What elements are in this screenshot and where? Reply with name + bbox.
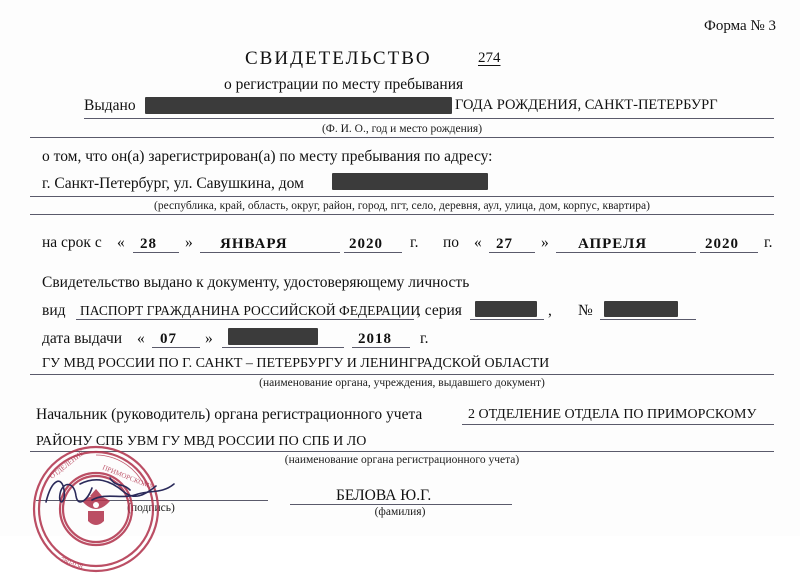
signature-hint: (подпись) <box>127 502 175 514</box>
handwritten-signature <box>40 470 180 512</box>
identity-type-underline <box>76 319 414 320</box>
issued-label: Выдано <box>84 97 136 114</box>
page-subtitle: о регистрации по месту пребывания <box>224 76 464 93</box>
chief-org-line1: 2 ОТДЕЛЕНИЕ ОТДЕЛА ПО ПРИМОРСКОМУ <box>468 407 757 422</box>
svg-text:ПРИМОРСКОМУ: ПРИМОРСКОМУ <box>101 463 155 492</box>
term-from-day: 28 <box>140 236 157 252</box>
chief-org-hint: (наименование органа регистрационного учета) <box>284 454 520 466</box>
form-number: Форма № 3 <box>704 18 776 34</box>
svg-text:780-038: 780-038 <box>59 555 84 571</box>
address-hint: (республика, край, область, округ, район, город, пгт, село, деревня, аул, улица, дом, корпус, квартира) <box>154 200 650 212</box>
address-intro: о том, что он(а) зарегистрирован(а) по месту пребывания по адресу: <box>42 148 493 165</box>
term-to-year: 2020 <box>705 236 739 252</box>
identity-date-quote-open: « <box>137 330 145 347</box>
chief-org-line2: РАЙОНУ СПБ УВМ ГУ МВД РОССИИ ПО СПБ И ЛО <box>36 434 367 449</box>
redacted-name <box>145 97 452 114</box>
term-from-quote-open: « <box>117 234 125 251</box>
identity-type-label: вид <box>42 302 66 319</box>
identity-authority-hint: (наименование органа, учреждения, выдавшего документ) <box>259 377 545 389</box>
identity-date-month-underline <box>222 347 344 348</box>
term-to-quote-close: » <box>541 234 549 251</box>
identity-type-value: ПАСПОРТ ГРАЖДАНИНА РОССИЙСКОЙ ФЕДЕРАЦИИ <box>80 303 421 318</box>
chief-org-underline-1 <box>462 424 774 425</box>
chief-surname: БЕЛОВА Ю.Г. <box>336 487 432 504</box>
issued-hint: (Ф. И. О., год и место рождения) <box>321 123 483 135</box>
identity-series-underline <box>470 319 544 320</box>
term-to-month: АПРЕЛЯ <box>578 236 648 252</box>
identity-date-year-underline <box>352 347 410 348</box>
address-underline-1 <box>30 196 774 197</box>
term-to-day-underline <box>489 252 535 253</box>
surname-underline <box>290 504 512 505</box>
term-po: по <box>443 234 460 251</box>
issued-second-line <box>30 137 774 138</box>
identity-date-year: 2018 <box>358 331 392 347</box>
identity-series-label: , серия <box>417 302 462 319</box>
issued-tail-text: ГОДА РОЖДЕНИЯ, САНКТ-ПЕТЕРБУРГ <box>455 97 718 113</box>
address-value: г. Санкт-Петербург, ул. Савушкина, дом <box>42 175 304 192</box>
term-g2: г. <box>764 234 773 251</box>
identity-date-day-underline <box>152 347 200 348</box>
identity-authority: ГУ МВД РОССИИ ПО Г. САНКТ – ПЕТЕРБУРГУ И ЛЕНИНГРАДСКОЙ ОБЛАСТИ <box>42 356 550 371</box>
term-to-day: 27 <box>496 236 513 252</box>
term-from-year-underline <box>344 252 402 253</box>
issued-underline <box>84 118 774 119</box>
surname-hint: (фамилия) <box>374 506 426 518</box>
identity-comma: , <box>548 302 552 319</box>
identity-date-label: дата выдачи <box>42 330 123 347</box>
identity-authority-underline <box>30 374 774 375</box>
term-g1: г. <box>410 234 419 251</box>
svg-text:ОТДЕЛЕНИЕ: ОТДЕЛЕНИЕ <box>48 448 86 481</box>
identity-date-quote-close: » <box>205 330 213 347</box>
term-to-year-underline <box>700 252 758 253</box>
page-title: СВИДЕТЕЛЬСТВО <box>245 48 432 69</box>
redacted-passport-number <box>604 301 678 317</box>
address-underline-2 <box>30 214 774 215</box>
term-prefix: на срок с <box>42 234 102 251</box>
term-to-month-underline <box>556 252 696 253</box>
term-from-year: 2020 <box>349 236 383 252</box>
identity-date-day: 07 <box>160 331 177 347</box>
term-from-month-underline <box>200 252 340 253</box>
redacted-issue-month <box>228 328 318 345</box>
identity-date-g: г. <box>420 330 429 347</box>
term-from-day-underline <box>133 252 179 253</box>
redacted-passport-series <box>475 301 537 317</box>
identity-intro: Свидетельство выдано к документу, удостоверяющему личность <box>42 274 470 291</box>
term-from-quote-close: » <box>185 234 193 251</box>
identity-number-underline <box>600 319 696 320</box>
term-from-month: ЯНВАРЯ <box>220 236 288 252</box>
term-to-quote-open: « <box>474 234 482 251</box>
chief-label: Начальник (руководитель) органа регистрационного учета <box>36 406 423 423</box>
redacted-house-number <box>332 173 488 190</box>
certificate-number: 274 <box>478 50 501 66</box>
identity-number-label: № <box>578 302 593 319</box>
